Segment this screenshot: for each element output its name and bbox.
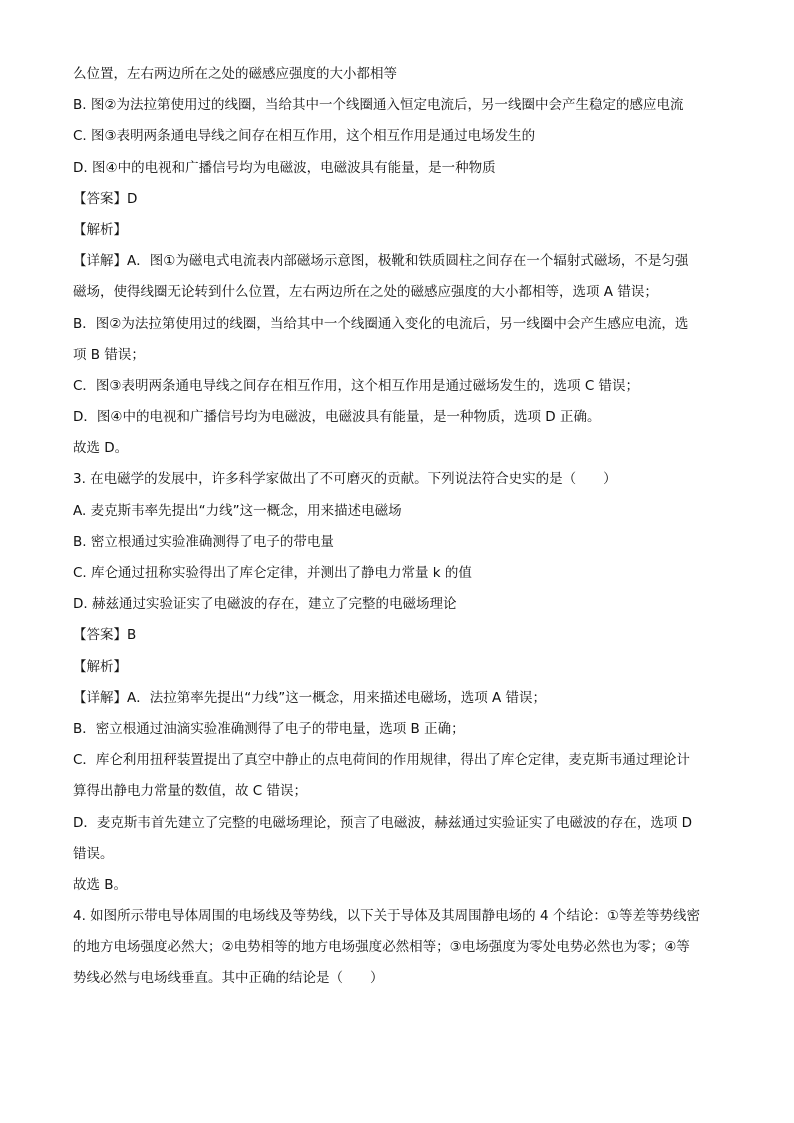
detail-text: 项 B 错误；: [73, 346, 145, 363]
analysis-label: 【解析】: [73, 221, 127, 238]
option-a-text: A. 麦克斯韦率先提出“力线”这一概念，用来描述电磁场: [73, 502, 402, 519]
detail-text: B．密立根通过油滴实验准确测得了电子的带电量，选项 B 正确；: [73, 720, 465, 737]
detail-text: D．麦克斯韦首先建立了完整的电磁场理论，预言了电磁波，赫兹通过实验证实了电磁波的存在，选项 D: [73, 814, 693, 831]
detail-text: 【详解】A．图①为磁电式电流表内部磁场示意图，极靴和铁质圆柱之间存在一个辐射式磁场，不是匀强: [73, 253, 689, 270]
detail-text: C．图③表明两条通电导线之间存在相互作用，这个相互作用是通过磁场发生的，选项 C 错误；: [73, 377, 640, 394]
option-c-text: C. 图③表明两条通电导线之间存在相互作用，这个相互作用是通过电场发生的: [73, 128, 536, 145]
conclusion-text: 故选 D。: [73, 440, 129, 457]
detail-text: B．图②为法拉第使用过的线圈，当给其中一个线圈通入变化的电流后，另一线圈中会产生感应电流，选: [73, 315, 689, 332]
text-line: 么位置，左右两边所在之处的磁感应强度的大小都相等: [73, 66, 397, 82]
option-c-text: C. 库仑通过扭称实验得出了库仑定律，并测出了静电力常量 k 的值: [73, 565, 472, 581]
answer-label: 【答案】D: [73, 190, 138, 207]
option-b-text: B. 图②为法拉第使用过的线圈，当给其中一个线圈通入恒定电流后，另一线圈中会产生稳定的感应电流: [73, 97, 684, 114]
detail-text: D．图④中的电视和广播信号均为电磁波，电磁波具有能量，是一种物质，选项 D 正确。: [73, 409, 601, 426]
question-4-stem: 4. 如图所示带电导体周围的电场线及等势线，以下关于导体及其周围静电场的 4 个结论：①等差等势线密: [73, 908, 700, 925]
option-b-text: B. 密立根通过实验准确测得了电子的带电量: [73, 533, 334, 550]
conclusion-text: 故选 B。: [73, 876, 128, 893]
analysis-label: 【解析】: [73, 658, 127, 675]
detail-text: 算得出静电力常量的数值，故 C 错误；: [73, 783, 308, 800]
answer-label: 【答案】B: [73, 627, 137, 644]
document-page: [73, 62, 723, 998]
detail-text: 磁场，使得线圈无论转到什么位置，左右两边所在之处的磁感应强度的大小都相等，选项 A 错误；: [73, 284, 658, 301]
option-d-text: D. 图④中的电视和广播信号均为电磁波，电磁波具有能量，是一种物质: [73, 159, 496, 176]
question-3-stem: 3. 在电磁学的发展中，许多科学家做出了不可磨灭的贡献。下列说法符合史实的是（ ）: [73, 471, 617, 488]
detail-text: 错误。: [73, 845, 114, 862]
option-d-text: D. 赫兹通过实验证实了电磁波的存在，建立了完整的电磁场理论: [73, 596, 457, 613]
question-4-stem: 的地方电场强度必然大；②电势相等的地方电场强度必然相等；③电场强度为零处电势必然也为零；④等: [73, 939, 690, 956]
detail-text: C．库仑利用扭秤装置提出了真空中静止的点电荷间的作用规律，得出了库仑定律，麦克斯韦通过理论计: [73, 752, 690, 769]
question-4-stem: 势线必然与电场线垂直。其中正确的结论是（ ）: [73, 970, 384, 987]
detail-text: 【详解】A．法拉第率先提出“力线”这一概念，用来描述电磁场，选项 A 错误；: [73, 689, 547, 706]
